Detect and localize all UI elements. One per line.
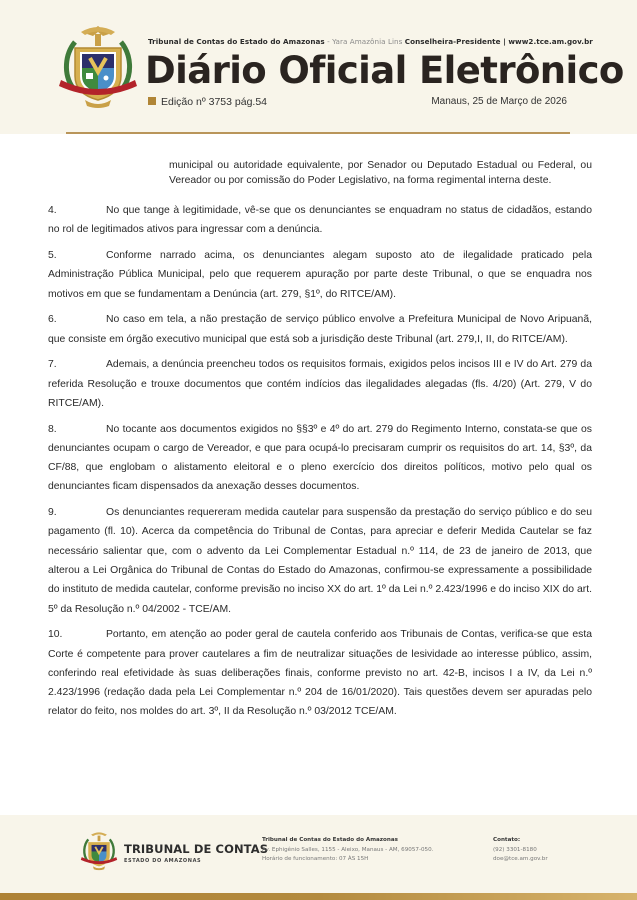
edition-info	[148, 96, 267, 108]
document-body	[48, 158, 592, 728]
paragraph-9	[48, 503, 592, 619]
paragraph-number: 9.	[48, 507, 57, 519]
footer-address	[262, 836, 433, 865]
paragraph-text: No tocante aos documentos exigidos no §§3º e 4º do art. 279 do Regimento Interno, constata-se que os denunciantes ocupam o cargo de Vereador, e que para ocupá-lo precisaram cumprir os requisitos do art. 14, §3º, da CF/88, que englobam o alistamento eleitoral e o pleno exercício dos direitos políticos, motivo pelo qual os denunciantes ficam dispensados da anexação desses documentos.	[48, 423, 592, 493]
publication-date: Manaus, 25 de Março de 2026	[431, 96, 567, 107]
paragraph-6	[48, 310, 592, 349]
tce-crest-small-logo	[78, 830, 120, 872]
page-header	[0, 0, 637, 134]
paragraph-text: No que tange à legitimidade, vê-se que os denunciantes se enquadram no status de cidadãos, estando no rol de legitimados ativos para ingressar com a denúncia.	[48, 205, 592, 236]
paragraph-10	[48, 625, 592, 721]
tce-crest-logo	[53, 24, 143, 110]
footer-contact	[493, 836, 548, 865]
president-title: Conselheira-Presidente	[404, 37, 501, 46]
paragraph-8	[48, 420, 592, 497]
footer-email[interactable]: doe@tce.am.gov.br	[493, 856, 548, 862]
paragraph-text: Portanto, em atenção ao poder geral de cautela conferido aos Tribunais de Contas, verifica-se que esta Corte é competente para prover cautelares a fim de neutralizar situações de lesividade ao interesse público, assim, conferindo real efetividade às suas deliberações finais, conforme previsto no art. 42-B, incisos I a IV, da Lei n.º 2.423/1996 (redação dada pela Lei Complementar n.º 204 de 16/01/2020). Tais questões devem ser apuradas pelo relator do feito, nos moldes do art. 3º, II da Resolução n.º 03/2012 TCE/AM.	[48, 629, 592, 718]
paragraph-text: Ademais, a denúncia preencheu todos os requisitos formais, exigidos pelos incisos III e IV do Art. 279 da referida Resolução e trouxe documentos que contém indícios das ilegalidades alegadas (fls. 4/20) (Art. 279, V do RITCE/AM).	[48, 359, 592, 409]
paragraph-text: No caso em tela, a não prestação de serviço público envolve a Prefeitura Municipal de Novo Aripuanã, que consiste em órgão executivo municipal que está sob a jurisdição deste Tribunal (art. 279,I, II, do RITCE/AM).	[48, 314, 592, 345]
footer-address-title: Tribunal de Contas do Estado do Amazonas	[262, 837, 398, 843]
footer-brand	[124, 842, 268, 864]
footer-phone[interactable]: (92) 3301-8180	[493, 846, 537, 853]
paragraph-number: 6.	[48, 314, 57, 326]
president-name: Yara Amazônia Lins	[332, 37, 403, 46]
paragraph-text: Conforme narrado acima, os denunciantes alegam suposto ato de ilegalidade praticado pela Administração Pública Municipal, pelo que requerem apuração por parte deste Tribunal, o que se enquadra nos motivos em que se fundamentam a Denúncia (art. 279, §1º, do RITCE/AM).	[48, 249, 592, 300]
block-quote: municipal ou autoridade equivalente, por Senador ou Deputado Estadual ou Federal, ou Vereador ou por comissão do Poder Legislativo, na forma regimental interna deste.	[169, 160, 592, 186]
publication-title: Diário Oficial Eletrônico	[145, 49, 624, 92]
footer-contact-label: Contato:	[493, 837, 521, 843]
paragraph-number: 4.	[48, 205, 57, 216]
paragraph-5	[48, 246, 592, 304]
footer-address-line: Av. Ephigênio Salles, 1155 - Aleixo, Manaus - AM, 69057-050.	[262, 846, 434, 853]
paragraph-number: 8.	[48, 423, 57, 435]
paragraph-4	[48, 201, 592, 240]
paragraph-number: 7.	[48, 359, 57, 371]
footer-brand-main: TRIBUNAL DE CONTAS	[124, 842, 269, 856]
footer-hours: Horário de funcionamento: 07 ÀS 15H	[262, 856, 369, 862]
paragraph-number: 5.	[48, 249, 57, 261]
masthead-info: Tribunal de Contas do Estado do Amazonas - Yara Amazônia Lins Conselheira-Presidente | www2.tce.am.gov.br	[148, 37, 593, 46]
paragraph-7	[48, 355, 592, 413]
institution-name: Tribunal de Contas do Estado do Amazonas	[148, 37, 325, 46]
website-link[interactable]: www2.tce.am.gov.br	[508, 37, 593, 46]
paragraph-number: 10.	[48, 629, 63, 641]
edition-number: Edição nº 3753 pág.54	[161, 96, 268, 108]
paragraph-text: Os denunciantes requereram medida cautelar para suspensão da prestação do serviço público e do seu pagamento (fl. 10). Acerca da competência do Tribunal de Contas, para apreciar e deferir Medida Cautelar se faz necessário salientar que, com o advento da Lei Complementar Estadual n.º 114, de 23 de janeiro de 2013, que alterou a Lei Orgânica do Tribunal de Contas do Estado do Amazonas, confirmou-se expressamente a possibilidade do instituto de medida cautelar, conforme previsão no inciso XX do art. 1º da Lei n.º 2.423/1996 e do inciso XIX do art. 5º da Resolução n.º 04/2002 - TCE/AM.	[48, 507, 592, 615]
footer-gold-bar	[0, 893, 637, 900]
page-footer	[0, 815, 637, 893]
square-bullet-icon	[148, 97, 156, 105]
header-divider	[66, 132, 570, 134]
footer-brand-sub: ESTADO DO AMAZONAS	[124, 858, 202, 864]
